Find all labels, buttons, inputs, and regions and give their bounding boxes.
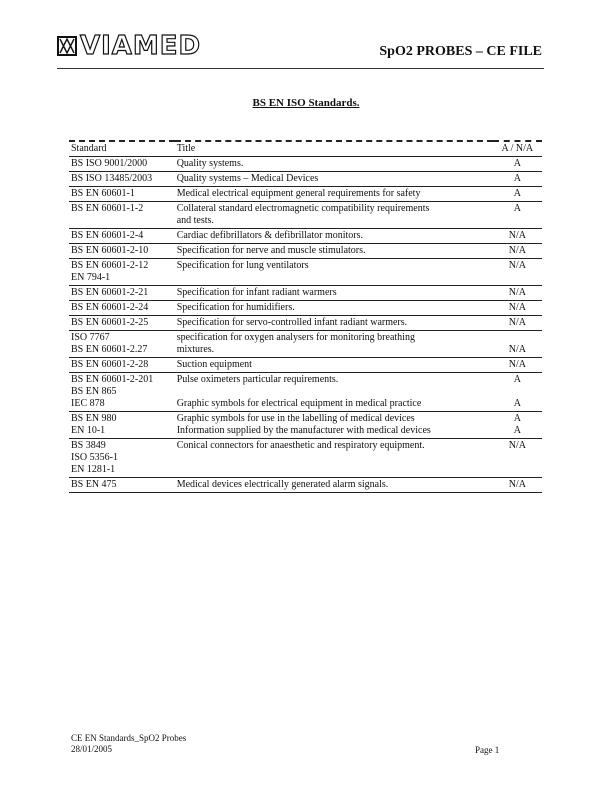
cell-applicable — [493, 286, 542, 301]
cell-applicable-line: A — [513, 188, 521, 199]
document-title: SpO2 PROBES – CE FILE — [379, 44, 542, 59]
cell-title-line: Collateral standard electromagnetic compatibility requirements — [176, 203, 430, 214]
cell-standard-line: BS EN 475 — [71, 479, 117, 490]
cell-title — [175, 301, 493, 316]
cell-applicable — [493, 172, 542, 187]
header-divider — [57, 68, 544, 69]
cell-title-line: Specification for infant radiant warmers — [176, 287, 337, 298]
cell-standard-line: ISO 7767 — [71, 332, 110, 343]
cell-applicable — [493, 259, 542, 286]
cell-title-line: Medical electrical equipment general requirements for safety — [176, 188, 421, 199]
cell-standard-line: BS EN 60601-2-25 — [71, 317, 149, 328]
cell-title — [175, 202, 493, 229]
column-header-title: Title — [175, 141, 493, 157]
page-number: Page 1 — [475, 745, 500, 755]
cell-title — [175, 172, 493, 187]
cell-standard-line: BS ISO 13485/2003 — [71, 173, 153, 184]
cell-title — [175, 316, 493, 331]
cell-standard — [69, 301, 175, 316]
cell-applicable — [493, 316, 542, 331]
logo-mark-icon — [57, 36, 77, 56]
standards-table-body — [69, 157, 542, 493]
table-row — [69, 316, 542, 331]
cell-standard — [69, 373, 175, 412]
cell-standard-line: BS EN 865 — [71, 386, 117, 397]
cell-applicable-line: N/A — [508, 359, 526, 370]
table-row — [69, 229, 542, 244]
cell-title-line: Specification for nerve and muscle stimulators. — [176, 245, 366, 256]
cell-standard-line: EN 1281-1 — [71, 464, 116, 475]
cell-applicable-line: N/A — [508, 317, 526, 328]
cell-title-line: Quality systems. — [176, 158, 244, 169]
cell-standard-line: BS EN 60601-2-12 — [71, 260, 149, 271]
cell-title-line: Graphic symbols for use in the labelling of medical devices — [176, 413, 415, 424]
cell-standard-line: BS EN 60601-1-2 — [71, 203, 144, 214]
footer-date: 28/01/2005 — [71, 744, 113, 754]
table-row — [69, 373, 542, 412]
cell-applicable-line: N/A — [508, 230, 526, 241]
cell-applicable-line: A — [513, 173, 521, 184]
footer-file-name: CE EN Standards_SpO2 Probes — [71, 733, 187, 743]
cell-standard-line: BS EN 60601-2-28 — [71, 359, 149, 370]
cell-applicable-line: A — [513, 158, 521, 169]
cell-standard-line: BS EN 60601-2-4 — [71, 230, 144, 241]
cell-standard — [69, 229, 175, 244]
cell-standard — [69, 316, 175, 331]
cell-applicable — [493, 331, 542, 358]
cell-applicable-line: A — [513, 374, 521, 385]
cell-standard — [69, 439, 175, 478]
table-row — [69, 157, 542, 172]
cell-applicable-line: A — [513, 413, 521, 424]
cell-applicable — [493, 412, 542, 439]
cell-standard — [69, 412, 175, 439]
table-row — [69, 412, 542, 439]
table-row — [69, 358, 542, 373]
section-title: BS EN ISO Standards. — [252, 97, 360, 109]
cell-standard — [69, 187, 175, 202]
cell-title — [175, 439, 493, 478]
cell-standard-line: BS 3849 — [71, 440, 106, 451]
cell-title-line: Suction equipment — [176, 359, 252, 370]
cell-standard — [69, 286, 175, 301]
cell-applicable-line: A — [513, 398, 521, 409]
cell-applicable — [493, 301, 542, 316]
cell-title — [175, 259, 493, 286]
table-row — [69, 172, 542, 187]
table-row — [69, 286, 542, 301]
cell-applicable-line: N/A — [508, 260, 526, 271]
cell-applicable — [493, 157, 542, 172]
cell-title — [175, 373, 493, 412]
cell-standard — [69, 202, 175, 229]
cell-applicable — [493, 439, 542, 478]
footer — [71, 733, 186, 755]
cell-standard-line: IEC 878 — [71, 398, 105, 409]
table-header-row — [69, 141, 542, 157]
cell-applicable — [493, 187, 542, 202]
cell-standard-line: BS EN 60601-2-24 — [71, 302, 149, 313]
table-row — [69, 301, 542, 316]
cell-title — [175, 358, 493, 373]
cell-title-line: specification for oxygen analysers for monitoring breathing — [176, 332, 415, 343]
cell-applicable-line: N/A — [508, 302, 526, 313]
cell-title-line: Pulse oximeters particular requirements. — [176, 374, 339, 385]
cell-title-line: Quality systems – Medical Devices — [176, 173, 319, 184]
cell-title-line: Medical devices electrically generated alarm signals. — [176, 479, 389, 490]
table-row — [69, 478, 542, 493]
cell-standard — [69, 244, 175, 259]
cell-title-line: Conical connectors for anaesthetic and respiratory equipment. — [176, 440, 425, 451]
cell-title — [175, 229, 493, 244]
cell-applicable-line — [495, 386, 540, 398]
cell-title-line: Information supplied by the manufacturer with medical devices — [176, 425, 431, 436]
cell-applicable — [493, 244, 542, 259]
cell-standard-line: BS EN 60601-2-201 — [71, 374, 154, 385]
cell-standard — [69, 478, 175, 493]
cell-standard-line: BS EN 60601-2-21 — [71, 287, 149, 298]
cell-applicable-line: A — [513, 203, 521, 214]
cell-standard — [69, 259, 175, 286]
cell-title-line: Graphic symbols for electrical equipment in medical practice — [176, 398, 422, 409]
table-row — [69, 202, 542, 229]
cell-applicable-line: N/A — [508, 344, 526, 355]
cell-standard-line: BS EN 980 — [71, 413, 117, 424]
cell-standard-line: BS ISO 9001/2000 — [71, 158, 148, 169]
cell-applicable — [493, 478, 542, 493]
table-row — [69, 187, 542, 202]
cell-applicable — [493, 202, 542, 229]
cell-title — [175, 331, 493, 358]
cell-standard-line: BS EN 60601-1 — [71, 188, 135, 199]
column-header-standard: Standard — [69, 141, 175, 157]
cell-applicable — [493, 229, 542, 244]
cell-standard — [69, 172, 175, 187]
cell-applicable-line: N/A — [508, 440, 526, 451]
cell-applicable-line: N/A — [508, 245, 526, 256]
cell-standard-line: ISO 5356-1 — [71, 452, 118, 463]
table-row — [69, 439, 542, 478]
cell-title-line: Specification for servo-controlled infant radiant warmers. — [176, 317, 408, 328]
table-row — [69, 244, 542, 259]
cell-applicable-line: A — [513, 425, 521, 436]
cell-title-line: Specification for lung ventilators — [176, 260, 309, 271]
cell-applicable — [493, 358, 542, 373]
cell-applicable-line: N/A — [508, 287, 526, 298]
cell-standard — [69, 358, 175, 373]
logo-text: VIAMED — [80, 31, 202, 61]
cell-standard — [69, 157, 175, 172]
cell-title-line: and tests. — [176, 215, 214, 226]
cell-title — [175, 187, 493, 202]
cell-title — [175, 478, 493, 493]
cell-title-line: Cardiac defibrillators & defibrillator monitors. — [176, 230, 364, 241]
cell-title — [175, 412, 493, 439]
table-row — [69, 331, 542, 358]
standards-table — [69, 140, 542, 493]
cell-applicable-line — [495, 332, 540, 344]
cell-title-line — [177, 386, 491, 398]
cell-standard-line: EN 794-1 — [71, 272, 111, 283]
table-row — [69, 259, 542, 286]
cell-title-line: Specification for humidifiers. — [176, 302, 295, 313]
cell-standard-line: EN 10-1 — [71, 425, 106, 436]
cell-title — [175, 286, 493, 301]
cell-standard — [69, 331, 175, 358]
column-header-applicable: A / N/A — [493, 141, 542, 157]
cell-title-line: mixtures. — [176, 344, 215, 355]
cell-standard-line: BS EN 60601-2-10 — [71, 245, 149, 256]
cell-title — [175, 157, 493, 172]
cell-applicable — [493, 373, 542, 412]
viamed-logo — [57, 31, 202, 61]
cell-applicable-line: N/A — [508, 479, 526, 490]
cell-standard-line: BS EN 60601-2.27 — [71, 344, 148, 355]
cell-title — [175, 244, 493, 259]
